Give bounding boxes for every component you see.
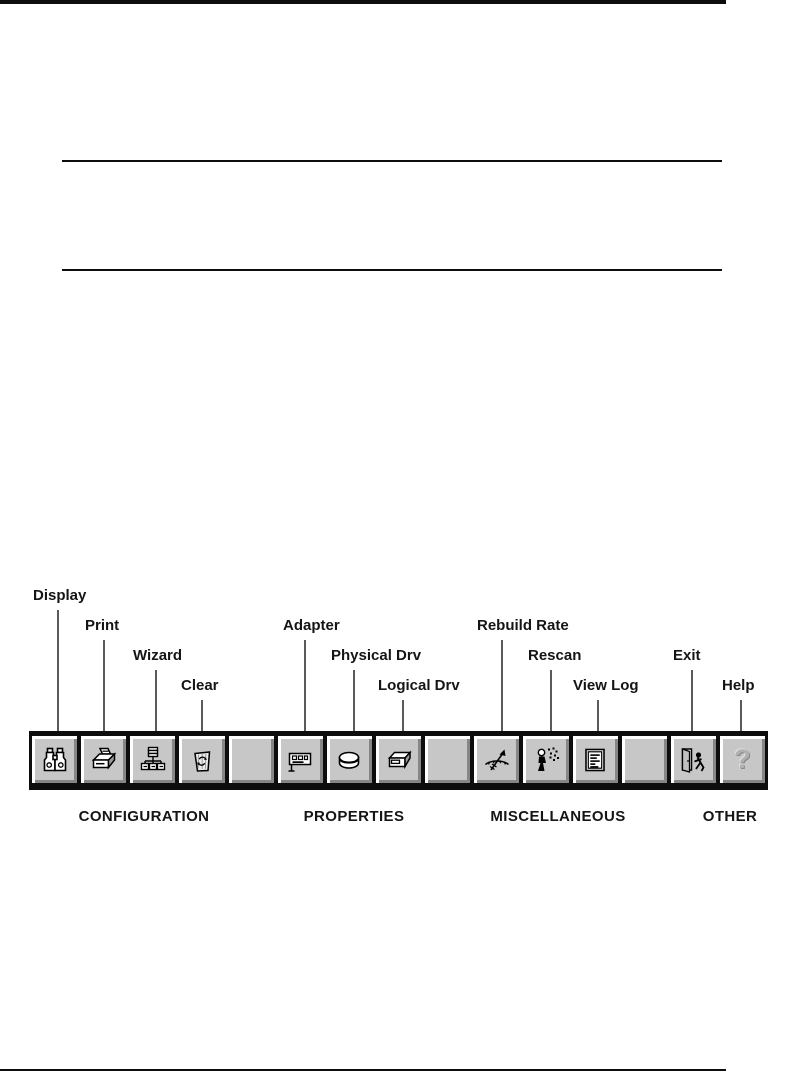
rebuild-rate-gauge-icon [482, 745, 512, 775]
display-button[interactable] [31, 735, 78, 784]
callout-leader-line [201, 700, 203, 731]
callout-label-rescan: Rescan [528, 647, 582, 664]
callout-label-adapter: Adapter [283, 617, 340, 634]
callout-leader-line [691, 670, 693, 731]
callout-label-display: Display [33, 587, 87, 604]
callout-label-wizard: Wizard [133, 647, 183, 664]
callout-leader-line [550, 670, 552, 731]
callout-label-view-log: View Log [573, 677, 639, 694]
rescan-broadcast-icon [531, 745, 561, 775]
group-label-properties: PROPERTIES [303, 808, 405, 825]
callout-label-help: Help [722, 677, 755, 694]
help-button[interactable] [719, 735, 766, 784]
toolbar-spacer [424, 735, 471, 784]
clear-trash-icon [187, 745, 217, 775]
exit-button[interactable] [670, 735, 717, 784]
adapter-card-icon [285, 745, 315, 775]
printer-icon [89, 745, 119, 775]
view-log-button[interactable] [572, 735, 619, 784]
group-label-configuration: CONFIGURATION [78, 808, 210, 825]
exit-door-icon [678, 745, 708, 775]
rebuild-rate-button[interactable] [473, 735, 520, 784]
physical-drive-icon [334, 745, 364, 775]
group-label-miscellaneous: MISCELLANEOUS [490, 808, 626, 825]
callout-label-logical-drv: Logical Drv [378, 677, 460, 694]
logical-drive-icon [384, 745, 414, 775]
print-button[interactable] [80, 735, 127, 784]
callout-leader-line [353, 670, 355, 731]
physical-drive-button[interactable] [326, 735, 373, 784]
page-top-border [0, 0, 726, 4]
view-log-document-icon [580, 745, 610, 775]
adapter-button[interactable] [277, 735, 324, 784]
callout-label-physical-drv: Physical Drv [331, 647, 422, 664]
horizontal-rule-2 [62, 269, 722, 271]
binoculars-icon [40, 745, 70, 775]
configuration-wizard-icon [138, 745, 168, 775]
callout-leader-line [402, 700, 404, 731]
callout-leader-line [597, 700, 599, 731]
callout-leader-line [740, 700, 742, 731]
callout-leader-line [304, 640, 306, 731]
callout-leader-line [57, 610, 59, 731]
callout-label-print: Print [85, 617, 120, 634]
toolbar-spacer [228, 735, 275, 784]
callout-label-exit: Exit [673, 647, 701, 664]
rescan-button[interactable] [522, 735, 569, 784]
callout-leader-line [155, 670, 157, 731]
help-question-icon: ? [734, 744, 751, 774]
callout-label-rebuild-rate: Rebuild Rate [477, 617, 569, 634]
wizard-button[interactable] [129, 735, 176, 784]
logical-drive-button[interactable] [375, 735, 422, 784]
callout-label-clear: Clear [181, 677, 219, 694]
callout-leader-line [103, 640, 105, 731]
page-bottom-border [0, 1069, 726, 1071]
clear-button[interactable] [178, 735, 225, 784]
horizontal-rule-1 [62, 160, 722, 162]
toolbar [29, 731, 768, 790]
callout-leader-line [501, 640, 503, 731]
toolbar-spacer [621, 735, 668, 784]
group-label-other: OTHER [702, 808, 758, 825]
